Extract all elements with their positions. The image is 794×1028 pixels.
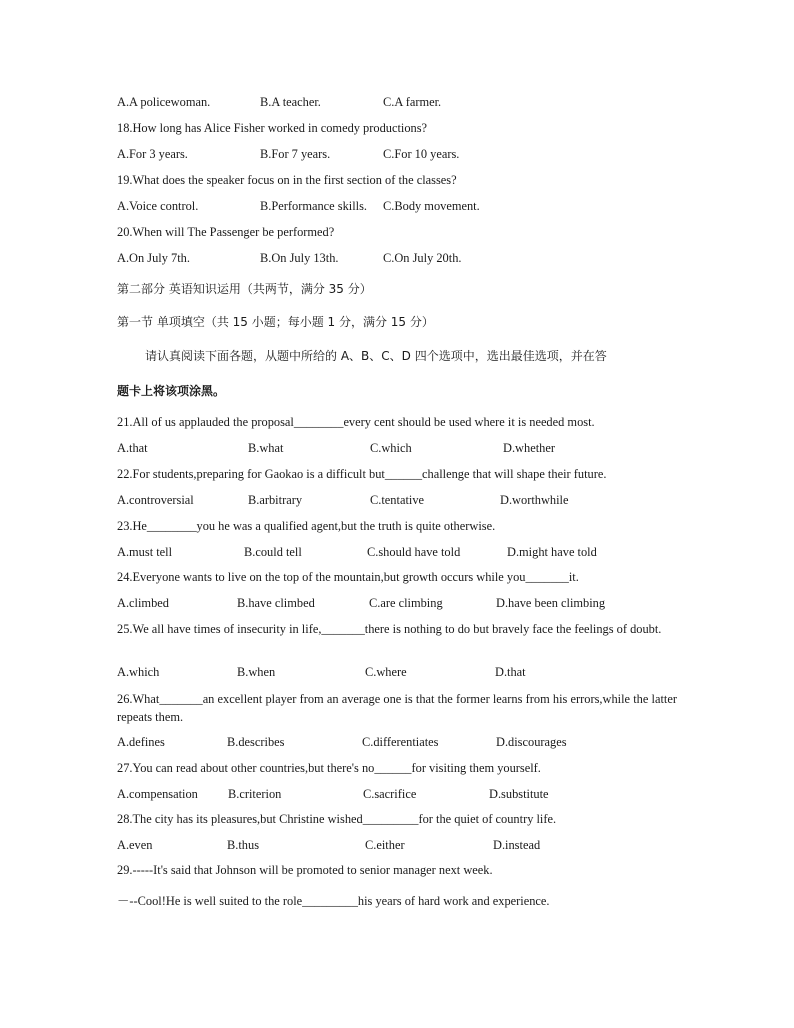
option-d: D.whether [503,441,555,455]
question-text: －--Cool!He is well suited to the role_________his years of hard work and experience. [117,894,550,908]
option-d: D.substitute [489,787,549,801]
question-text: 23.He________you he was a qualified agent,but the truth is quite otherwise. [117,519,496,533]
question-text: 20.When will The Passenger be performed? [117,225,335,239]
section-heading: 第一节 单项填空（共 15 小题；每小题 1 分，满分 15 分） [117,315,434,329]
option-a: A.which [117,665,160,679]
option-c: C.Body movement. [383,199,480,213]
option-d: D.might have told [507,545,597,559]
option-b: B.Performance skills. [260,199,368,213]
option-c: C.should have told [367,545,461,559]
option-a: A.climbed [117,596,169,610]
question-text: 19.What does the speaker focus on in the first section of the classes? [117,173,457,187]
option-a: A.For 3 years. [117,147,188,161]
option-d: D.discourages [496,735,567,749]
option-a: A.must tell [117,545,173,559]
question-text: 26.What_______an excellent player from an average one is that the former learns from his errors,while the latter repeats them. [117,692,677,724]
option-d: D.worthwhile [500,493,569,507]
option-c: C.tentative [370,493,425,507]
section-heading: 第二部分 英语知识运用（共两节，满分 35 分） [117,282,372,296]
option-c: C.either [365,838,405,852]
option-c: C.are climbing [369,596,443,610]
option-b: B.could tell [244,545,302,559]
question-text: 25.We all have times of insecurity in life,_______there is nothing to do but bravely face the feelings of doubt. [117,622,662,636]
option-d: D.have been climbing [496,596,606,610]
question-text: 22.For students,preparing for Gaokao is a difficult but______challenge that will shape their future. [117,467,607,481]
question-text: 21.All of us applauded the proposal________every cent should be used where it is needed most. [117,415,595,429]
section-heading: 题卡上将该项涂黑。 [117,384,226,398]
option-a: A.compensation [117,787,198,801]
question-text: 29.-----It's said that Johnson will be promoted to senior manager next week. [117,863,493,877]
option-a: A.Voice control. [117,199,199,213]
option-c: C.On July 20th. [383,251,462,265]
option-b: B.For 7 years. [260,147,331,161]
option-a: A.controversial [117,493,194,507]
option-b: B.when [237,665,276,679]
option-c: C.where [365,665,407,679]
option-b: B.have climbed [237,596,315,610]
section-heading: 请认真阅读下面各题，从题中所给的 A、B、C、D 四个选项中，选出最佳选项，并在答 [145,349,607,363]
option-d: D.that [495,665,526,679]
option-b: B.On July 13th. [260,251,339,265]
option-c: C.which [370,441,412,455]
option-b: B.criterion [228,787,282,801]
option-a: A.On July 7th. [117,251,190,265]
option-c: C.A farmer. [383,95,442,109]
option-b: B.what [248,441,284,455]
option-d: D.instead [493,838,541,852]
option-c: C.differentiates [362,735,439,749]
option-a: A.A policewoman. [117,95,211,109]
option-a: A.that [117,441,148,455]
option-a: A.defines [117,735,165,749]
option-a: A.even [117,838,153,852]
option-c: C.For 10 years. [383,147,460,161]
question-text: 24.Everyone wants to live on the top of the mountain,but growth occurs while you_______it. [117,570,579,584]
option-b: B.describes [227,735,285,749]
option-b: B.A teacher. [260,95,321,109]
question-text: 27.You can read about other countries,but there's no______for visiting them yourself. [117,761,541,775]
option-b: B.thus [227,838,260,852]
option-b: B.arbitrary [248,493,303,507]
question-text: 28.The city has its pleasures,but Christine wished_________for the quiet of country life. [117,812,557,826]
option-c: C.sacrifice [363,787,417,801]
question-text: 18.How long has Alice Fisher worked in comedy productions? [117,121,428,135]
